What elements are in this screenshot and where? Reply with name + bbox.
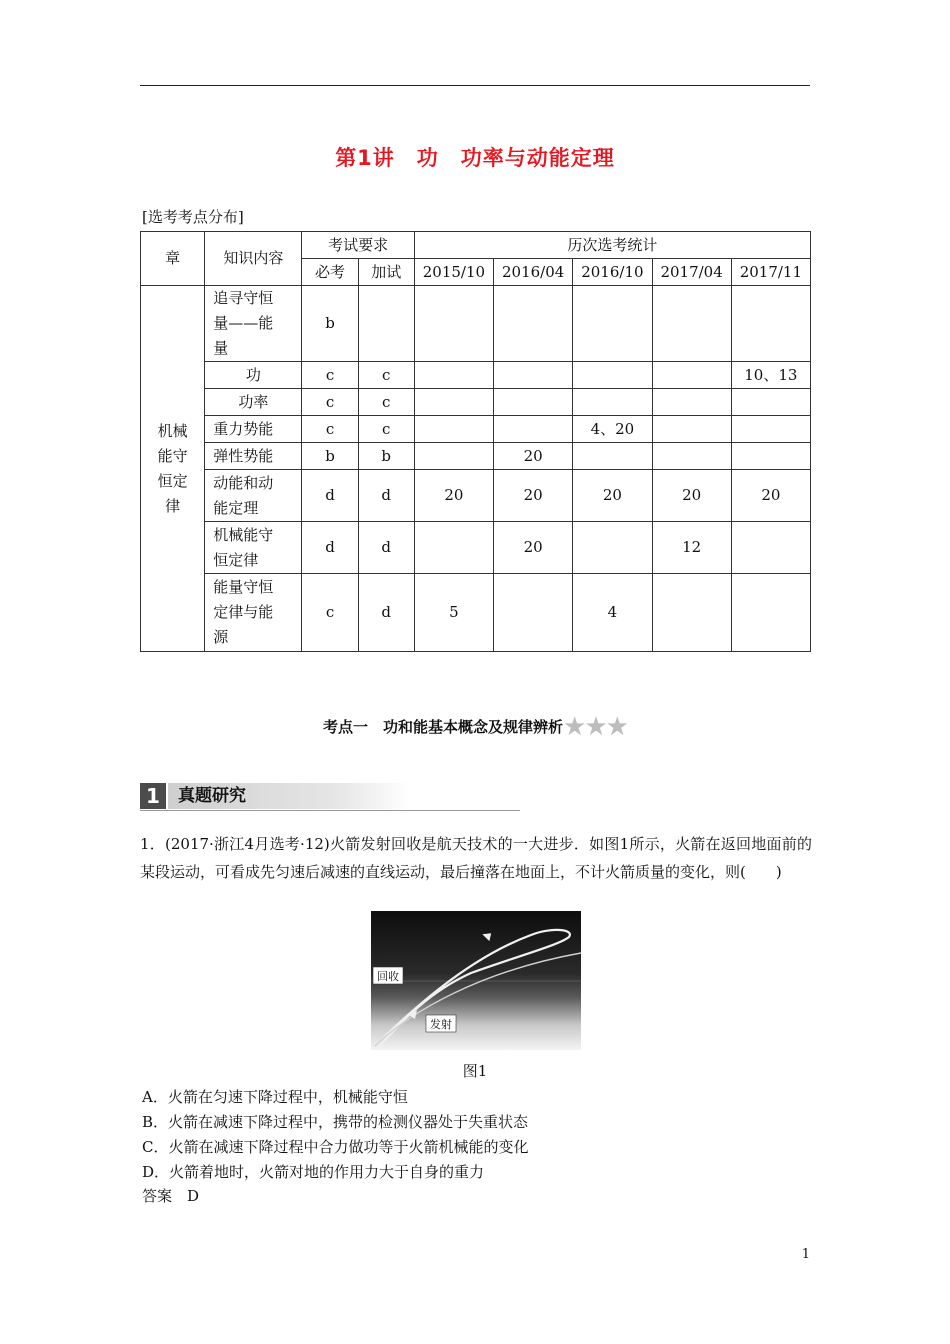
- header-requirement: 考试要求: [302, 232, 414, 259]
- stat-cell: [494, 389, 573, 416]
- required-cell: c: [302, 416, 358, 443]
- required-cell: d: [302, 470, 358, 522]
- required-cell: c: [302, 362, 358, 389]
- content-cell: 能量守恒定律与能源: [205, 574, 302, 652]
- stat-cell: [414, 362, 493, 389]
- required-cell: d: [302, 522, 358, 574]
- stat-cell: [573, 286, 652, 362]
- stat-cell: 20: [731, 470, 810, 522]
- header-extra: 加试: [358, 259, 414, 286]
- table-row: [141, 443, 811, 470]
- stat-cell: [414, 286, 493, 362]
- chapter-cell: 机械能守恒定律: [141, 286, 205, 652]
- content-cell: 动能和动能定理: [205, 470, 302, 522]
- option-c: C．火箭在减速下降过程中合力做功等于火箭机械能的变化: [142, 1138, 529, 1156]
- extra-cell: d: [358, 574, 414, 652]
- stat-cell: [731, 389, 810, 416]
- stat-cell: [573, 522, 652, 574]
- stat-cell: 12: [652, 522, 731, 574]
- stat-cell: 20: [494, 443, 573, 470]
- table-row: [141, 389, 811, 416]
- stat-cell: [652, 574, 731, 652]
- extra-cell: c: [358, 389, 414, 416]
- knowledge-point-title: 考点一 功和能基本概念及规律辨析★★★: [323, 712, 627, 742]
- header-chapter: 章: [141, 232, 205, 286]
- stat-cell: [652, 389, 731, 416]
- page-number: 1: [801, 1247, 810, 1262]
- stat-cell: [731, 416, 810, 443]
- section-banner: [140, 783, 520, 811]
- stat-cell: [652, 443, 731, 470]
- rocket-trajectory-figure: [371, 911, 581, 1050]
- lesson-title: 第1讲 功 功率与动能定理: [335, 146, 615, 170]
- content-cell: 功: [205, 362, 302, 389]
- header-session: 2016/04: [494, 259, 573, 286]
- stat-cell: 4: [573, 574, 652, 652]
- stat-cell: [494, 574, 573, 652]
- extra-cell: d: [358, 470, 414, 522]
- table-row: [141, 416, 811, 443]
- stat-cell: 20: [414, 470, 493, 522]
- content-cell: 机械能守恒定律: [205, 522, 302, 574]
- required-cell: c: [302, 574, 358, 652]
- stat-cell: 20: [494, 522, 573, 574]
- option-a: A．火箭在匀速下降过程中，机械能守恒: [142, 1088, 408, 1106]
- stat-cell: [731, 574, 810, 652]
- stat-cell: 20: [652, 470, 731, 522]
- exam-distribution-table: [140, 231, 811, 652]
- header-content: 知识内容: [205, 232, 302, 286]
- stat-cell: 20: [494, 470, 573, 522]
- recover-label: 回收: [377, 970, 399, 983]
- stat-cell: [414, 522, 493, 574]
- stat-cell: 4、20: [573, 416, 652, 443]
- stat-cell: [494, 286, 573, 362]
- section-banner-rule: [140, 810, 520, 811]
- header-rule: [140, 85, 810, 86]
- section-banner-label: 真题研究: [168, 783, 410, 809]
- stat-cell: [652, 416, 731, 443]
- table-header-row: [141, 232, 811, 259]
- stat-cell: [494, 362, 573, 389]
- extra-cell: c: [358, 416, 414, 443]
- stat-cell: [652, 362, 731, 389]
- header-session: 2017/11: [731, 259, 810, 286]
- stat-cell: [731, 443, 810, 470]
- option-d: D．火箭着地时，火箭对地的作用力大于自身的重力: [142, 1163, 485, 1181]
- difficulty-stars-icon: ★★★: [563, 712, 627, 742]
- stat-cell: 5: [414, 574, 493, 652]
- table-row: [141, 470, 811, 522]
- header-session: 2016/10: [573, 259, 652, 286]
- stat-cell: 20: [573, 470, 652, 522]
- figure-caption: 图1: [462, 1062, 488, 1080]
- header-session: 2015/10: [414, 259, 493, 286]
- content-cell: 功率: [205, 389, 302, 416]
- stat-cell: [573, 443, 652, 470]
- extra-cell: d: [358, 522, 414, 574]
- stat-cell: [414, 443, 493, 470]
- table-row: [141, 362, 811, 389]
- stat-cell: [731, 522, 810, 574]
- content-cell: 追寻守恒量——能量: [205, 286, 302, 362]
- stat-cell: [652, 286, 731, 362]
- answer: 答案 D: [142, 1187, 200, 1205]
- table-row: [141, 286, 811, 362]
- answer-options: [142, 1085, 528, 1185]
- stat-cell: [414, 416, 493, 443]
- extra-cell: c: [358, 362, 414, 389]
- required-cell: b: [302, 286, 358, 362]
- section-label: [选考考点分布]: [142, 208, 244, 226]
- section-number: 1: [140, 783, 166, 809]
- stat-cell: [573, 389, 652, 416]
- stat-cell: [494, 416, 573, 443]
- stat-cell: 10、13: [731, 362, 810, 389]
- table-row: [141, 522, 811, 574]
- stat-cell: [414, 389, 493, 416]
- stat-cell: [573, 362, 652, 389]
- required-cell: c: [302, 389, 358, 416]
- content-cell: 重力势能: [205, 416, 302, 443]
- header-session: 2017/04: [652, 259, 731, 286]
- stat-cell: [731, 286, 810, 362]
- option-b: B．火箭在减速下降过程中，携带的检测仪器处于失重状态: [142, 1113, 529, 1131]
- header-statistics: 历次选考统计: [414, 232, 810, 259]
- extra-cell: b: [358, 443, 414, 470]
- required-cell: b: [302, 443, 358, 470]
- rocket-trajectory-image: [371, 911, 581, 1050]
- launch-label: 发射: [430, 1018, 452, 1031]
- content-cell: 弹性势能: [205, 443, 302, 470]
- table-row: [141, 574, 811, 652]
- question-stem: 1．(2017·浙江4月选考·12)火箭发射回收是航天技术的一大进步．如图1所示，火箭在返回地面前的某段运动，可看成先匀速后减速的直线运动，最后撞落在地面上，不计火箭质量的变化，则( ): [140, 835, 812, 881]
- header-required: 必考: [302, 259, 358, 286]
- extra-cell: [358, 286, 414, 362]
